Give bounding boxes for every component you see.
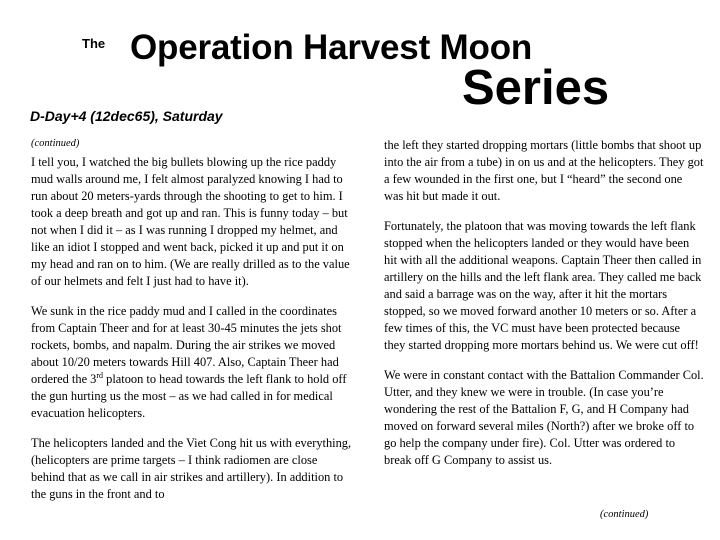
paragraph: The helicopters landed and the Viet Cong hit us with everything, (helicopters are prime targets – I think radiomen are close behind that as we call in air strikes and artillery). In addition to the guns in the front and to <box>31 436 352 501</box>
right-column <box>384 137 704 482</box>
continued-label-top: (continued) <box>31 138 80 149</box>
paragraph: We were in constant contact with the Battalion Commander Col. Utter, and they knew we were in trouble. (In case you’re wondering the rest of the Battalion F, G, and H Company had moved on forward several miles (North?) after we broke off to go help the company under fire). Col. Utter was ordered to break off G Company to assist us. <box>384 368 704 467</box>
paragraph: Fortunately, the platoon that was moving towards the left flank stopped when the helicopters landed or they would have been hit with all the additional weapons. Captain Theer then called in artillery on the hills and the left flank area. They called me back and said a barrage was on the way, after it hit the mortars stopped, so we moved forward another 10 meters or so. After a few times of this, the VC must have been protected because they started dropping more mortars behind us. We were cut off! <box>384 219 702 352</box>
paragraph: I tell you, I watched the big bullets blowing up the rice paddy mud walls around me, I felt almost paralyzed knowing I had to run about 20 meters-yards through the shooting to get to him. I took a deep breath and got up and ran. This is funny today – but not when I did it – as I was running I dropped my helmet, and like an idiot I stopped and went back, picked it up and put it on my head and ran on to him. (We are really drilled as to the value of our helmets and felt I just had to have it). <box>31 155 350 288</box>
paragraph: the left they started dropping mortars (little bombs that shoot up into the air from a tube) in on us and at the helicopters. They got a few wounded in the first one, but I “heard” the second one was hit but made it out. <box>384 138 704 203</box>
continued-label-bottom: (continued) <box>600 509 649 520</box>
page-title: Operation Harvest Moon <box>130 28 533 67</box>
superscript: rd <box>96 370 104 380</box>
date-line: D-Day+4 (12dec65), Saturday <box>30 108 223 124</box>
the-label: The <box>82 36 106 51</box>
paragraph-text: platoon to head towards the left flank to hold off the gun hurting us the most – as we had called in for medical evacuation helicopters. <box>31 372 347 420</box>
paragraph <box>31 303 353 422</box>
paragraph-text: We sunk in the rice paddy mud and I called in the coordinates from Captain Theer and for at least 30-45 minutes the jets shot rockets, bombs, and napalm. During the air strikes we moved about 10/20 meters towards Hill 407. Also, Captain Theer had ordered the 3 <box>31 304 342 386</box>
series-word: Series <box>462 61 610 115</box>
left-column <box>31 137 353 516</box>
